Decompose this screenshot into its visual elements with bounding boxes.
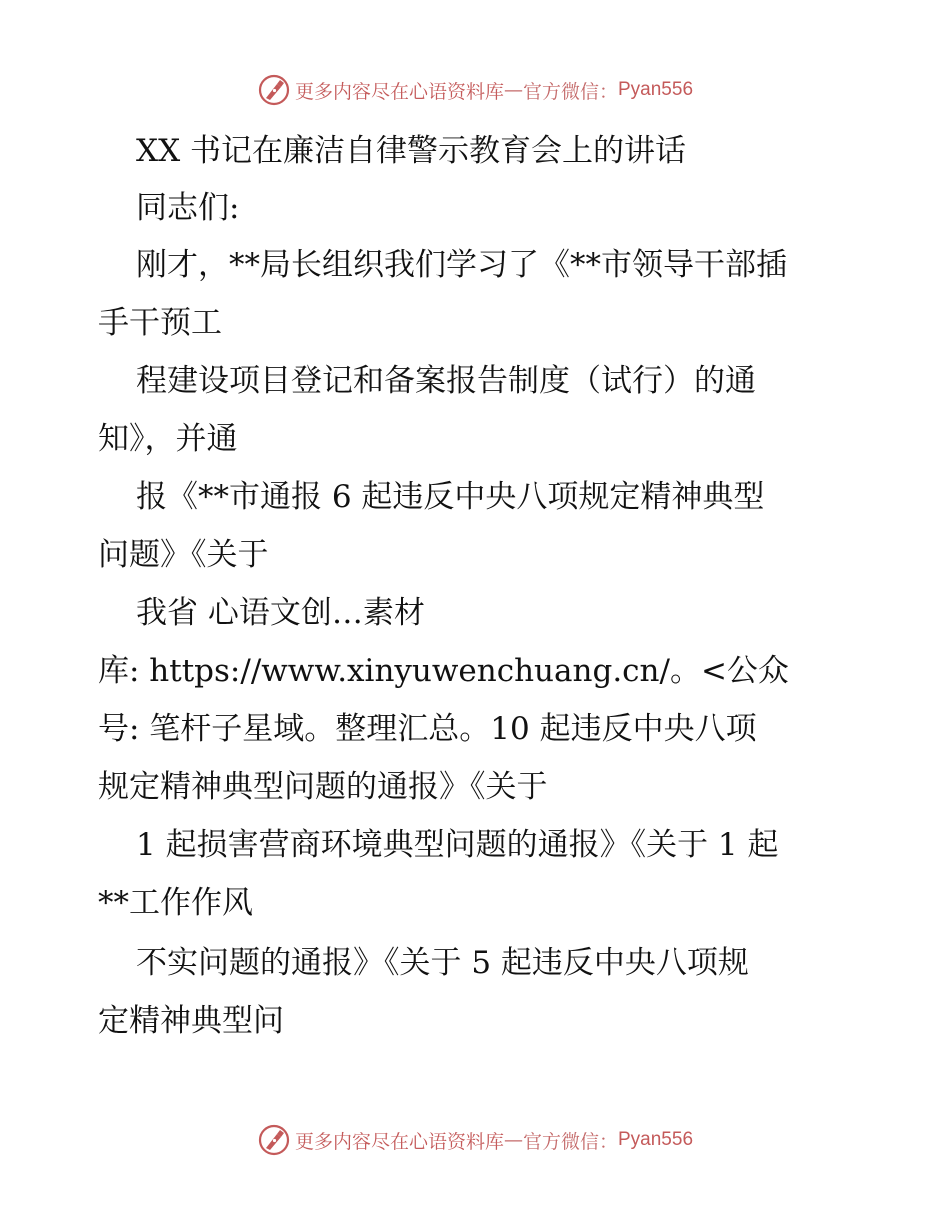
watermark-wechat-id: Pyan556 — [618, 1129, 694, 1150]
watermark-separator: — — [503, 79, 523, 101]
paragraph-line: 问题》《关于 — [98, 537, 269, 573]
paragraph-line: 刚才，**局长组织我们学习了《**市领导干部插 — [136, 247, 787, 283]
paragraph-line: 1 起损害营商环境典型问题的通报》《关于 1 起 — [136, 827, 779, 863]
watermark-separator: — — [503, 1129, 523, 1151]
paragraph-line: 我省 心语文创…素材 — [136, 595, 425, 631]
paragraph-line: 手干预工 — [98, 305, 222, 341]
salutation: 同志们: — [136, 190, 240, 226]
paragraph-line: 程建设项目登记和备案报告制度（试行）的通 — [136, 363, 756, 399]
watermark-banner-bottom — [0, 1120, 950, 1160]
paragraph-line: **工作作风 — [98, 885, 253, 921]
watermark-wechat-label: 官方微信： — [522, 80, 618, 103]
watermark-brand: 更多内容尽在心语资料库 — [294, 1130, 504, 1153]
paragraph-line: 库: https://www.xinyuwenchuang.cn/。<公众 — [98, 653, 789, 689]
pen-nib-logo-icon — [257, 1123, 291, 1157]
paragraph-line: 规定精神典型问题的通报》《关于 — [98, 769, 548, 805]
watermark-banner-top — [0, 70, 950, 110]
watermark-brand: 更多内容尽在心语资料库 — [294, 80, 504, 103]
pen-nib-logo-icon — [257, 73, 291, 107]
paragraph-line: 不实问题的通报》《关于 5 起违反中央八项规 — [136, 945, 749, 981]
paragraph-line: 定精神典型问 — [98, 1003, 284, 1039]
watermark-wechat-label: 官方微信： — [522, 1130, 618, 1153]
document-title: XX 书记在廉洁自律警示教育会上的讲话 — [136, 133, 686, 169]
paragraph-line: 号: 笔杆子星域。整理汇总。10 起违反中央八项 — [98, 711, 757, 747]
watermark-wechat-id: Pyan556 — [618, 79, 694, 100]
paragraph-line: 知》，并通 — [98, 421, 238, 457]
paragraph-line: 报《**市通报 6 起违反中央八项规定精神典型 — [136, 479, 765, 515]
